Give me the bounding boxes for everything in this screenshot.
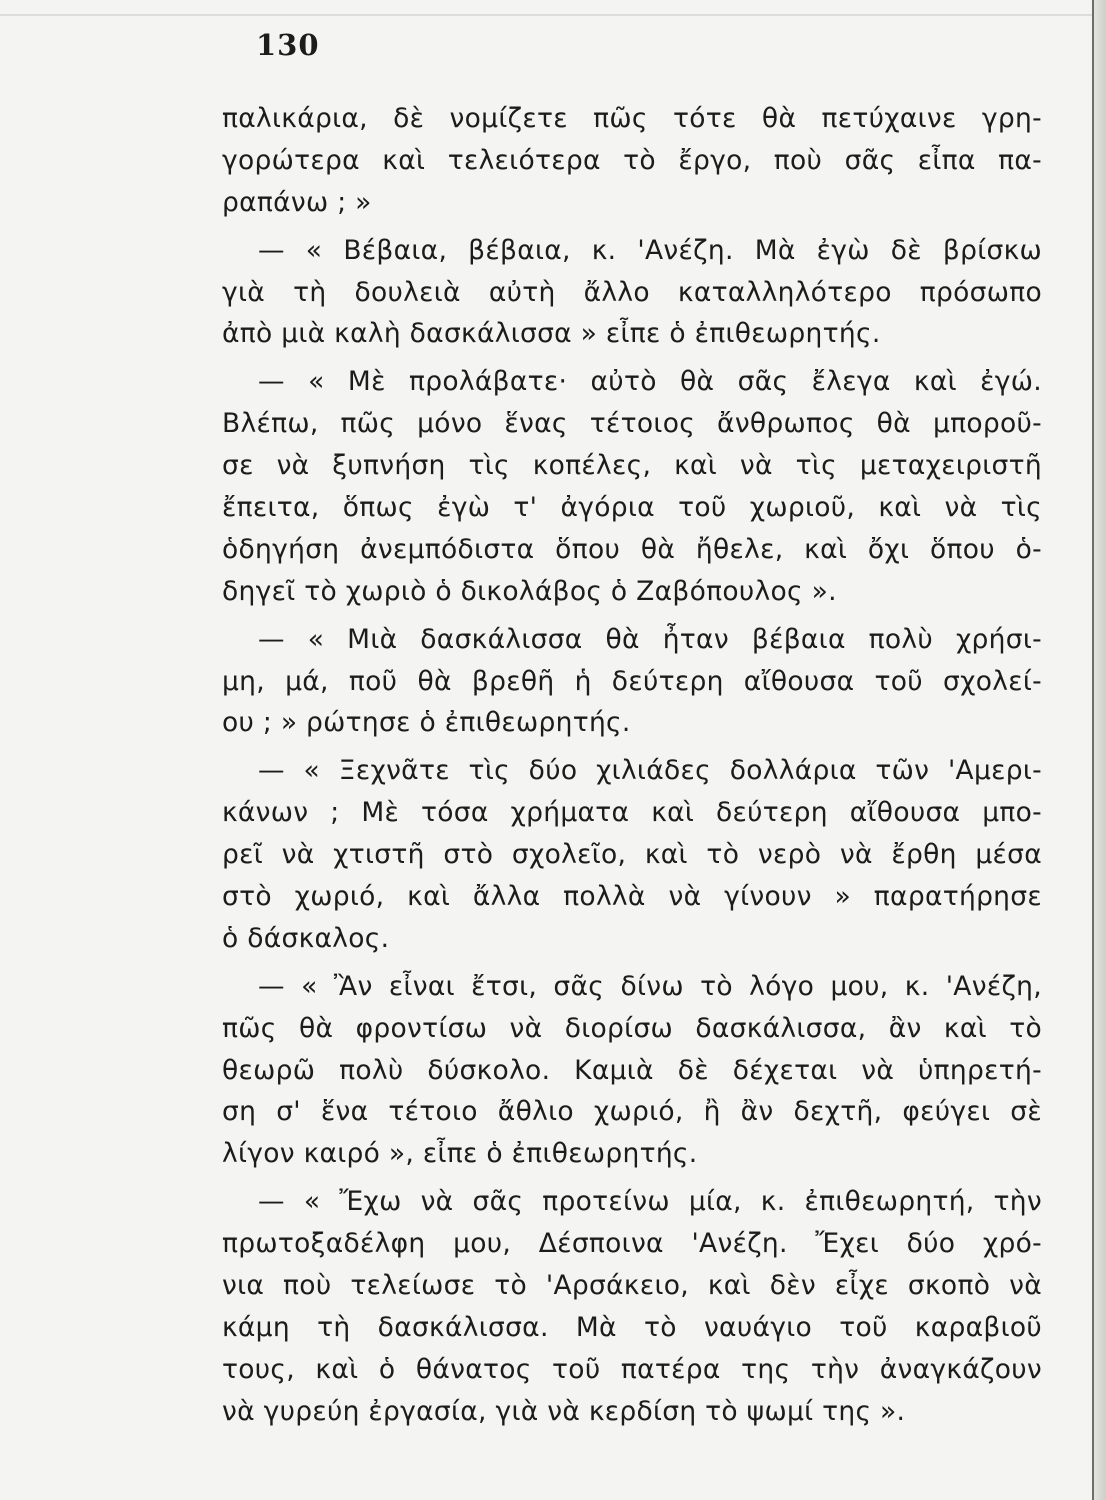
text-line: ση σ' ἕνα τέτοιο ἄθλιο χωριό, ἢ ἂν δεχτῆ, φεύγει σὲ xyxy=(222,1096,1042,1128)
text-line: ἀπὸ μιὰ καλὴ δασκάλισσα » εἶπε ὁ ἐπιθεωρητής. xyxy=(222,318,881,350)
text-line: λίγον καιρό », εἶπε ὁ ἐπιθεωρητής. xyxy=(222,1138,698,1170)
text-line: ὁδηγήση ἀνεμπόδιστα ὅπου θὰ ἤθελε, καὶ ὄχι ὅπου ὁ- xyxy=(222,533,1042,565)
text-line: μη, μά, ποῦ θὰ βρεθῆ ἡ δεύτερη αἴθουσα τοῦ σχολεί- xyxy=(222,665,1042,697)
text-line: κάνων ; Μὲ τόσα χρήματα καὶ δεύτερη αἴθουσα μπο- xyxy=(222,797,1042,829)
text-line: παλικάρια, δὲ νομίζετε πῶς τότε θὰ πετύχαινε γρη- xyxy=(222,103,1042,134)
body-text xyxy=(222,98,1042,1433)
page-top-edge xyxy=(0,14,1106,16)
text-line: νὰ γυρεύη ἐργασία, γιὰ νὰ κερδίση τὸ ψωμί της ». xyxy=(222,1395,906,1427)
page-gutter-line xyxy=(1092,0,1094,1500)
paragraph xyxy=(222,1181,1042,1432)
text-line: Βλέπω, πῶς μόνο ἕνας τέτοιος ἄνθρωπος θὰ μποροῦ- xyxy=(222,408,1042,440)
text-line: ρεῖ νὰ χτιστῆ στὸ σχολεῖο, καὶ τὸ νερὸ νὰ ἔρθη μέσα xyxy=(222,839,1042,871)
text-line: νια ποὺ τελείωσε τὸ 'Αρσάκειο, καὶ δὲν εἶχε σκοπὸ νὰ xyxy=(222,1270,1042,1302)
paragraph xyxy=(222,619,1042,745)
paragraph xyxy=(222,230,1042,356)
text-line: ου ; » ρώτησε ὁ ἐπιθεωρητής. xyxy=(222,707,631,739)
text-line: γιὰ τὴ δουλειὰ αὐτὴ ἄλλο καταλληλότερο πρόσωπο xyxy=(222,276,1042,308)
facing-page-edge xyxy=(1092,0,1106,1500)
text-line: γορώτερα καὶ τελειότερα τὸ ἔργο, ποὺ σᾶς εἶπα πα- xyxy=(222,144,1042,176)
text-line: ἔπειτα, ὅπως ἐγὼ τ' ἀγόρια τοῦ χωριοῦ, καὶ νὰ τὶς xyxy=(222,492,1042,524)
page-number: 130 xyxy=(256,28,320,62)
text-line: κάμη τὴ δασκάλισσα. Μὰ τὸ ναυάγιο τοῦ καραβιοῦ xyxy=(222,1311,1042,1343)
text-line: πρωτοξαδέλφη μου, Δέσποινα 'Ανέζη. Ἔχει δύο χρό- xyxy=(222,1228,1042,1260)
text-line: — « Βέβαια, βέβαια, κ. 'Ανέζη. Μὰ ἐγὼ δὲ βρίσκω xyxy=(258,234,1042,266)
text-line: σε νὰ ξυπνήση τὶς κοπέλες, καὶ νὰ τὶς μεταχειριστῆ xyxy=(222,450,1042,482)
paragraph xyxy=(222,750,1042,959)
text-line: — « Ἂν εἶναι ἔτσι, σᾶς δίνω τὸ λόγο μου, κ. 'Ανέζη, xyxy=(258,970,1042,1002)
paragraph xyxy=(222,966,1042,1175)
paragraph xyxy=(222,98,1042,224)
text-line: — « Μὲ προλάβατε· αὐτὸ θὰ σᾶς ἔλεγα καὶ ἐγώ. xyxy=(258,366,1042,398)
text-line: στὸ χωριό, καὶ ἄλλα πολλὰ νὰ γίνουν » παρατήρησε xyxy=(222,881,1042,913)
text-line: ραπάνω ; » xyxy=(222,186,372,218)
text-line: τους, καὶ ὁ θάνατος τοῦ πατέρα της τὴν ἀναγκάζουν xyxy=(222,1353,1042,1385)
text-line: ὁ δάσκαλος. xyxy=(222,922,390,954)
text-line: — « Ξεχνᾶτε τὶς δύο χιλιάδες δολλάρια τῶν 'Αμερι- xyxy=(258,755,1042,787)
text-line: — « Ἔχω νὰ σᾶς προτείνω μία, κ. ἐπιθεωρητή, τὴν xyxy=(258,1186,1042,1218)
text-line: θεωρῶ πολὺ δύσκολο. Καμιὰ δὲ δέχεται νὰ ὑπηρετή- xyxy=(222,1054,1042,1086)
paragraph xyxy=(222,361,1042,612)
text-line: δηγεῖ τὸ χωριὸ ὁ δικολάβος ὁ Ζαβόπουλος ». xyxy=(222,575,837,607)
text-line: πῶς θὰ φροντίσω νὰ διορίσω δασκάλισσα, ἂν καὶ τὸ xyxy=(222,1012,1042,1044)
text-line: — « Μιὰ δασκάλισσα θὰ ἦταν βέβαια πολὺ χρήσι- xyxy=(258,623,1042,655)
